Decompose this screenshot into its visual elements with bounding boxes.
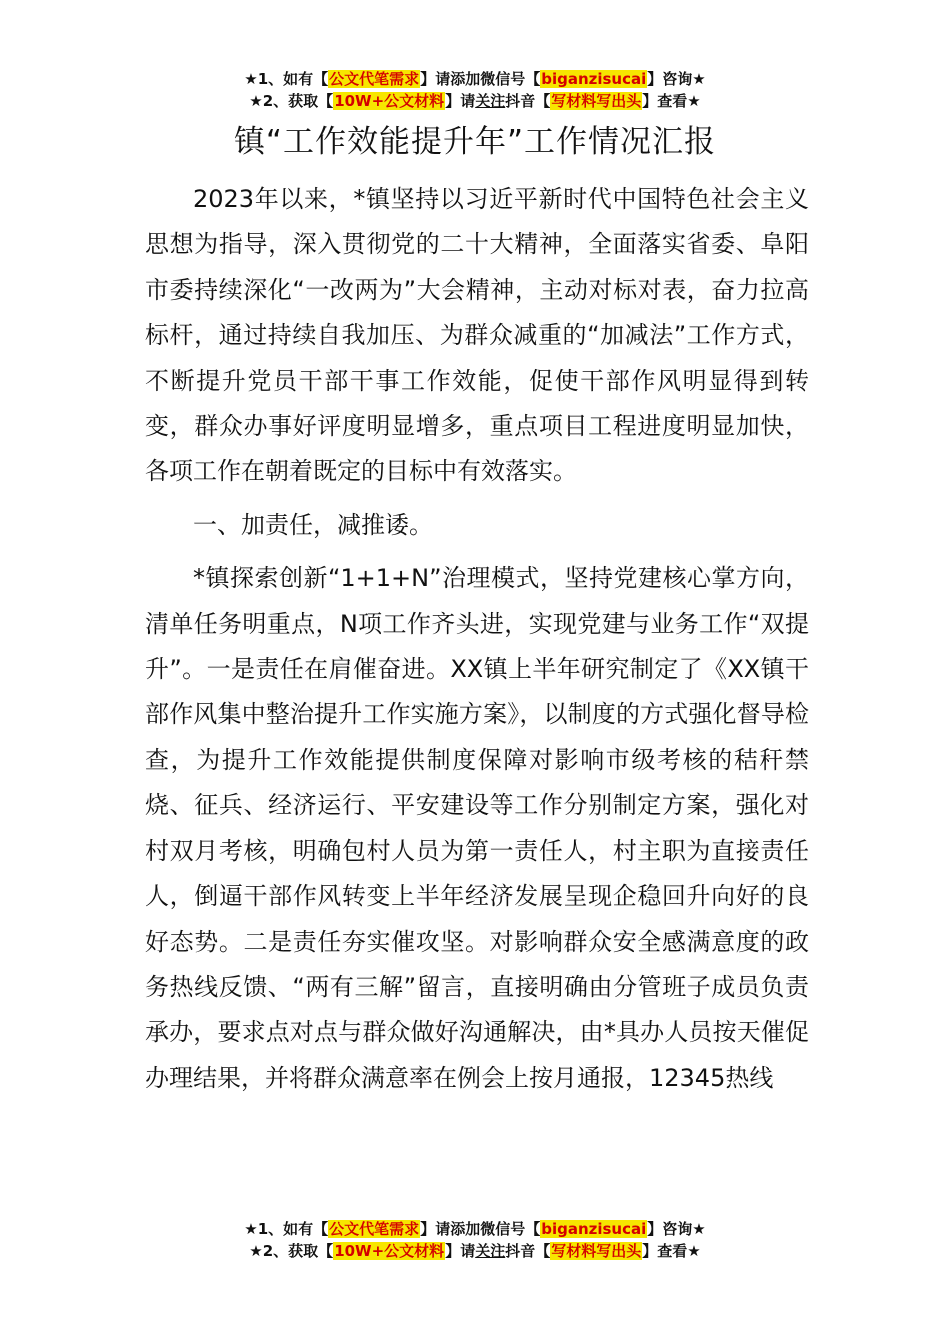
promo-underline: 关注: [475, 1242, 506, 1260]
document-body: [145, 177, 809, 1101]
douyin-highlight: 写材料写出头: [551, 1242, 642, 1260]
promo-text: 】请: [445, 92, 476, 110]
promo-line-1: [0, 68, 950, 90]
promo-line-1: [0, 1218, 950, 1240]
promo-text: 】请添加微信号【: [420, 1220, 541, 1238]
promo-text: 】咨询★: [647, 70, 706, 88]
section-heading: 一、加责任，减推诿。: [193, 510, 433, 539]
douyin-highlight: 写材料写出头: [551, 92, 642, 110]
promo-text: ★2、获取【: [249, 1242, 334, 1260]
promo-text: 】请添加微信号【: [420, 70, 541, 88]
wechat-id-highlight: biganzisucai: [541, 1220, 647, 1238]
wechat-id-highlight: biganzisucai: [541, 70, 647, 88]
promo-text: ★1、如有【: [244, 70, 329, 88]
promo-text: 】请: [445, 1242, 476, 1260]
paragraph-section-1: *镇探索创新“1+1+N”治理模式，坚持党建核心掌方向，清单任务明重点，N项工作齐头进，实现党建与业务工作“双提升”。一是责任在肩催奋进。XX镇上半年研究制定了《XX镇干部作风集中整治提升工作实施方案》，以制度的方式强化督导检查，为提升工作效能提供制度保障对影响市级考核的秸秆禁烧、征兵、经济运行、平安建设等工作分别制定方案，强化对村双月考核，明确包村人员为第一责任人，村主职为直接责任人，倒逼干部作风转变上半年经济发展呈现企稳回升向好的良好态势。二是责任夯实催攻坚。对影响群众安全感满意度的政务热线反馈、“两有三解”留言，直接明确由分管班子成员负责承办，要求点对点与群众做好沟通解决，由*具办人员按天催促办理结果，并将群众满意率在例会上按月通报，12345热线: [145, 564, 809, 1092]
promo-highlight: 10W+公文材料: [334, 1242, 445, 1260]
promo-underline: 关注: [475, 92, 506, 110]
promo-text: ★2、获取【: [249, 92, 334, 110]
promo-text: 抖音【: [505, 92, 551, 110]
paragraph-intro: 2023年以来，*镇坚持以习近平新时代中国特色社会主义思想为指导，深入贯彻党的二十大精神，全面落实省委、阜阳市委持续深化“一改两为”大会精神，主动对标对表，奋力拉高标杆，通过持续自我加压、为群众减重的“加减法”工作方式，不断提升党员干部干事工作效能，促使干部作风明显得到转变，群众办事好评度明显增多，重点项目工程进度明显加快，各项工作在朝着既定的目标中有效落实。: [145, 185, 809, 486]
document-title: 镇“工作效能提升年”工作情况汇报: [233, 124, 717, 160]
promo-banner-bottom: [0, 1218, 950, 1262]
promo-highlight: 公文代笔需求: [329, 70, 420, 88]
promo-text: 抖音【: [505, 1242, 551, 1260]
promo-text: 】查看★: [642, 92, 701, 110]
promo-banner-top: [0, 68, 950, 112]
promo-text: ★1、如有【: [244, 1220, 329, 1238]
promo-line-2: [0, 1240, 950, 1262]
promo-text: 】咨询★: [647, 1220, 706, 1238]
promo-highlight: 公文代笔需求: [329, 1220, 420, 1238]
promo-text: 】查看★: [642, 1242, 701, 1260]
promo-highlight: 10W+公文材料: [334, 92, 445, 110]
promo-line-2: [0, 90, 950, 112]
